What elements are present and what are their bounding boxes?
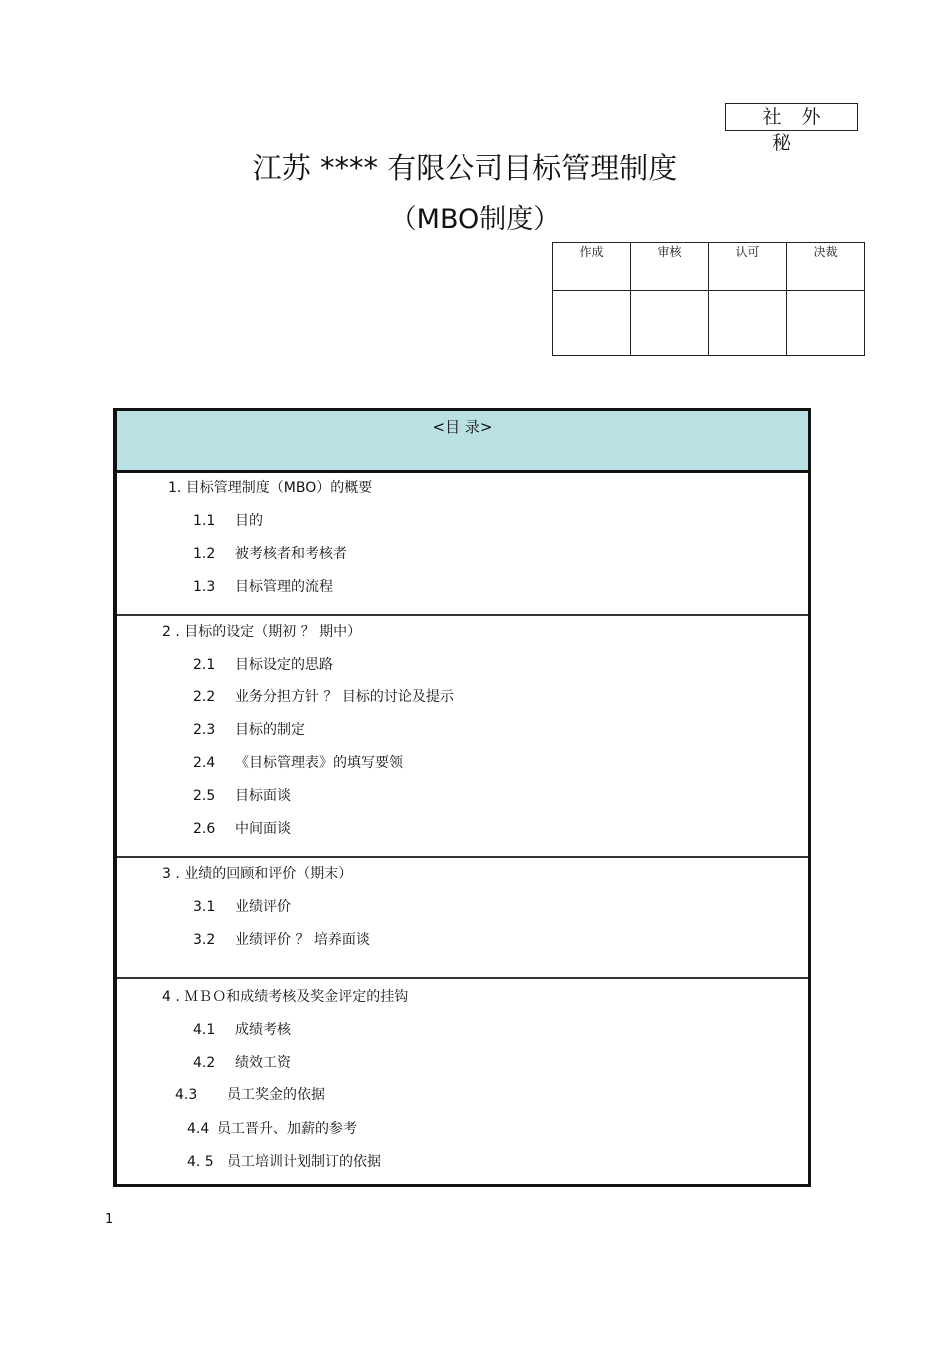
approval-cell-review[interactable]: [631, 291, 709, 356]
toc-item: 1.2 被考核者和考核者: [193, 546, 347, 562]
approval-header-review: 审核: [631, 243, 709, 291]
toc-item: 2.6 中间面谈: [193, 821, 291, 837]
approval-header-decide: 决裁: [787, 243, 865, 291]
toc-section-3: [117, 858, 808, 979]
toc-section-1: [117, 472, 808, 616]
approval-header-create: 作成: [553, 243, 631, 291]
page-number: 1: [105, 1212, 114, 1227]
approval-header-approve: 认可: [709, 243, 787, 291]
approval-cell-approve[interactable]: [709, 291, 787, 356]
approval-cell-create[interactable]: [553, 291, 631, 356]
toc-section-4: [117, 979, 808, 1184]
toc-item: 1.1 目的: [193, 513, 263, 529]
toc-item: 2.1 目标设定的思路: [193, 657, 333, 673]
toc-item: 4.2 绩效工资: [193, 1055, 291, 1071]
toc-item: 1.3 目标管理的流程: [193, 579, 333, 595]
document-subtitle: （MBO制度）: [389, 204, 561, 235]
toc-section-title: 4 . ＭＢＯ和成绩考核及奖金评定的挂钩: [162, 989, 409, 1005]
toc-section-title: 2 . 目标的设定（期初 ？ 期中）: [162, 624, 362, 640]
toc-section-title: 1. 目标管理制度（MBO）的概要: [168, 480, 373, 496]
toc-section-title: 3 . 业绩的回顾和评价（期末）: [162, 866, 353, 882]
toc-item: 2.3 目标的制定: [193, 722, 305, 738]
table-of-contents: [113, 408, 811, 1187]
confidential-label: 社外秘: [725, 103, 858, 131]
toc-item: 2.5 目标面谈: [193, 788, 291, 804]
toc-item: 4.3 员工奖金的依据: [175, 1087, 325, 1103]
toc-item: 2.4 《目标管理表》的填写要领: [193, 755, 403, 771]
toc-item: 3.2 业绩评价 ？ 培养面谈: [193, 932, 370, 948]
approval-cell-decide[interactable]: [787, 291, 865, 356]
toc-header: <目 录>: [117, 411, 808, 473]
toc-item: 4. 5 员工培训计划制订的依据: [187, 1154, 381, 1170]
toc-item: 3.1 业绩评价: [193, 899, 291, 915]
toc-item: 4.4 员工晋升、加薪的参考: [187, 1121, 357, 1137]
toc-item: 4.1 成绩考核: [193, 1022, 291, 1038]
toc-section-2: [117, 616, 808, 858]
document-title: 江苏 **** 有限公司目标管理制度: [252, 151, 678, 185]
toc-item: 2.2 业务分担方针 ？ 目标的讨论及提示: [193, 689, 454, 705]
approval-table: [552, 242, 865, 356]
